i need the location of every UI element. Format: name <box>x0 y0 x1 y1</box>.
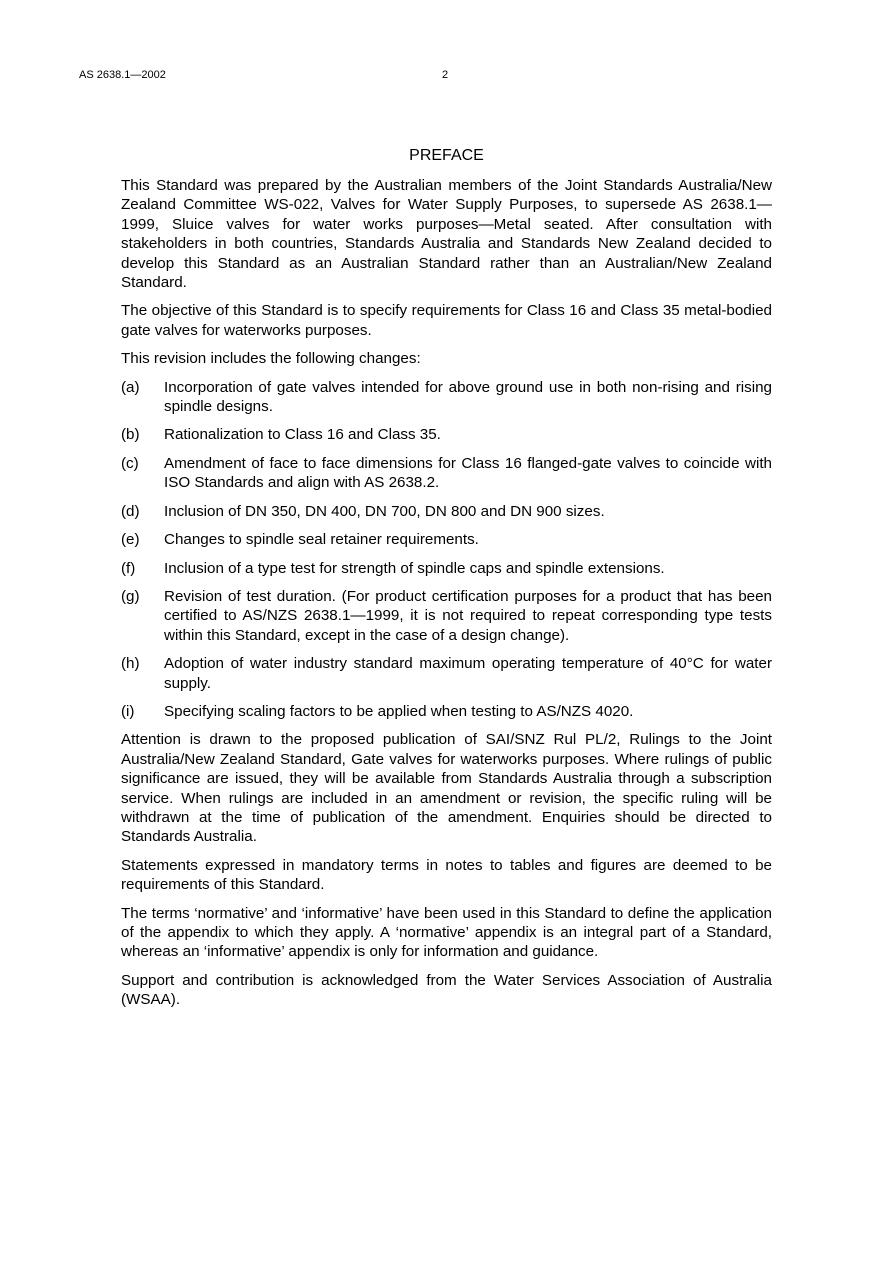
list-item-marker: (i) <box>121 702 135 720</box>
acknowledgement-paragraph: Support and contribution is acknowledged from the Water Services Association of Australia (WSAA). <box>121 971 772 1009</box>
intro-paragraph-committee: This Standard was prepared by the Australian members of the Joint Standards Australia/New Zealand Committee WS-022, Valves for Water Supply Purposes, to supersede AS 2638.1—1999, Sluice valves for water works purposes—Metal seated. After consultation with stakeholders in both countries, Standards Australia and Standards New Zealand decided to develop this Standard as an Australian Standard rather than an Australian/New Zealand Standard. <box>121 177 772 292</box>
normative-informative-paragraph: The terms ‘normative’ and ‘informative’ have been used in this Standard to define the application of the appendix to which they apply. A ‘normative’ appendix is an integral part of a Standard, whereas an ‘informative’ appendix is only for information and guidance. <box>121 904 772 961</box>
list-item-text: Inclusion of DN 350, DN 400, DN 700, DN 800 and DN 900 sizes. <box>164 502 605 520</box>
list-item-text: Specifying scaling factors to be applied when testing to AS/NZS 4020. <box>164 702 634 720</box>
intro-paragraph-changes-lead: This revision includes the following changes: <box>121 350 421 368</box>
list-item-marker: (a) <box>121 378 140 396</box>
list-item-marker: (f) <box>121 559 136 577</box>
page-number: 2 <box>442 69 449 81</box>
list-item-text: Inclusion of a type test for strength of spindle caps and spindle extensions. <box>164 559 665 577</box>
list-item <box>121 378 772 417</box>
list-item-text: Changes to spindle seal retainer requirements. <box>164 531 479 549</box>
list-item <box>121 425 772 444</box>
mandatory-terms-paragraph: Statements expressed in mandatory terms in notes to tables and figures are deemed to be requirements of this Standard. <box>121 856 772 894</box>
list-item <box>121 702 772 721</box>
list-item-marker: (g) <box>121 587 140 605</box>
list-item-text: Incorporation of gate valves intended for above ground use in both non-rising and rising spindle designs. <box>164 378 772 416</box>
list-item <box>121 502 772 521</box>
list-item-marker: (c) <box>121 454 139 472</box>
list-item-text: Revision of test duration. (For product certification purposes for a product that has been certified to AS/NZS 2638.1—1999, it is not required to repeat corresponding type tests within this Standard, except in the case of a design change). <box>164 587 772 644</box>
preface-title: PREFACE <box>409 147 484 164</box>
list-item-text: Rationalization to Class 16 and Class 35. <box>164 426 441 444</box>
list-item-marker: (b) <box>121 426 140 444</box>
list-item-marker: (h) <box>121 655 140 673</box>
list-item <box>121 654 772 693</box>
changes-list <box>121 378 772 722</box>
list-item <box>121 530 772 549</box>
list-item-marker: (e) <box>121 531 140 549</box>
list-item <box>121 454 772 493</box>
list-item <box>121 559 772 578</box>
preface-section <box>121 145 772 1019</box>
list-item-marker: (d) <box>121 502 140 520</box>
rulings-paragraph: Attention is drawn to the proposed publication of SAI/SNZ Rul PL/2, Rulings to the Joint Australia/New Zealand Standard, Gate valves for waterworks purposes. Where rulings of public significance are issued, they will be available from Standards Australia through a subscription service. When rulings are included in an amendment or revision, the specific ruling will be withdrawn at the time of publication of the amendment. Enquiries should be directed to Standards Australia. <box>121 731 772 846</box>
intro-paragraph-objective: The objective of this Standard is to specify requirements for Class 16 and Class 35 metal-bodied gate valves for waterworks purposes. <box>121 302 772 339</box>
page-header <box>79 67 814 83</box>
standard-identifier: AS 2638.1—2002 <box>79 69 166 81</box>
list-item <box>121 587 772 645</box>
list-item-text: Amendment of face to face dimensions for Class 16 flanged-gate valves to coincide with ISO Standards and align with AS 2638.2. <box>164 454 772 492</box>
list-item-text: Adoption of water industry standard maximum operating temperature of 40°C for water supply. <box>164 655 772 692</box>
